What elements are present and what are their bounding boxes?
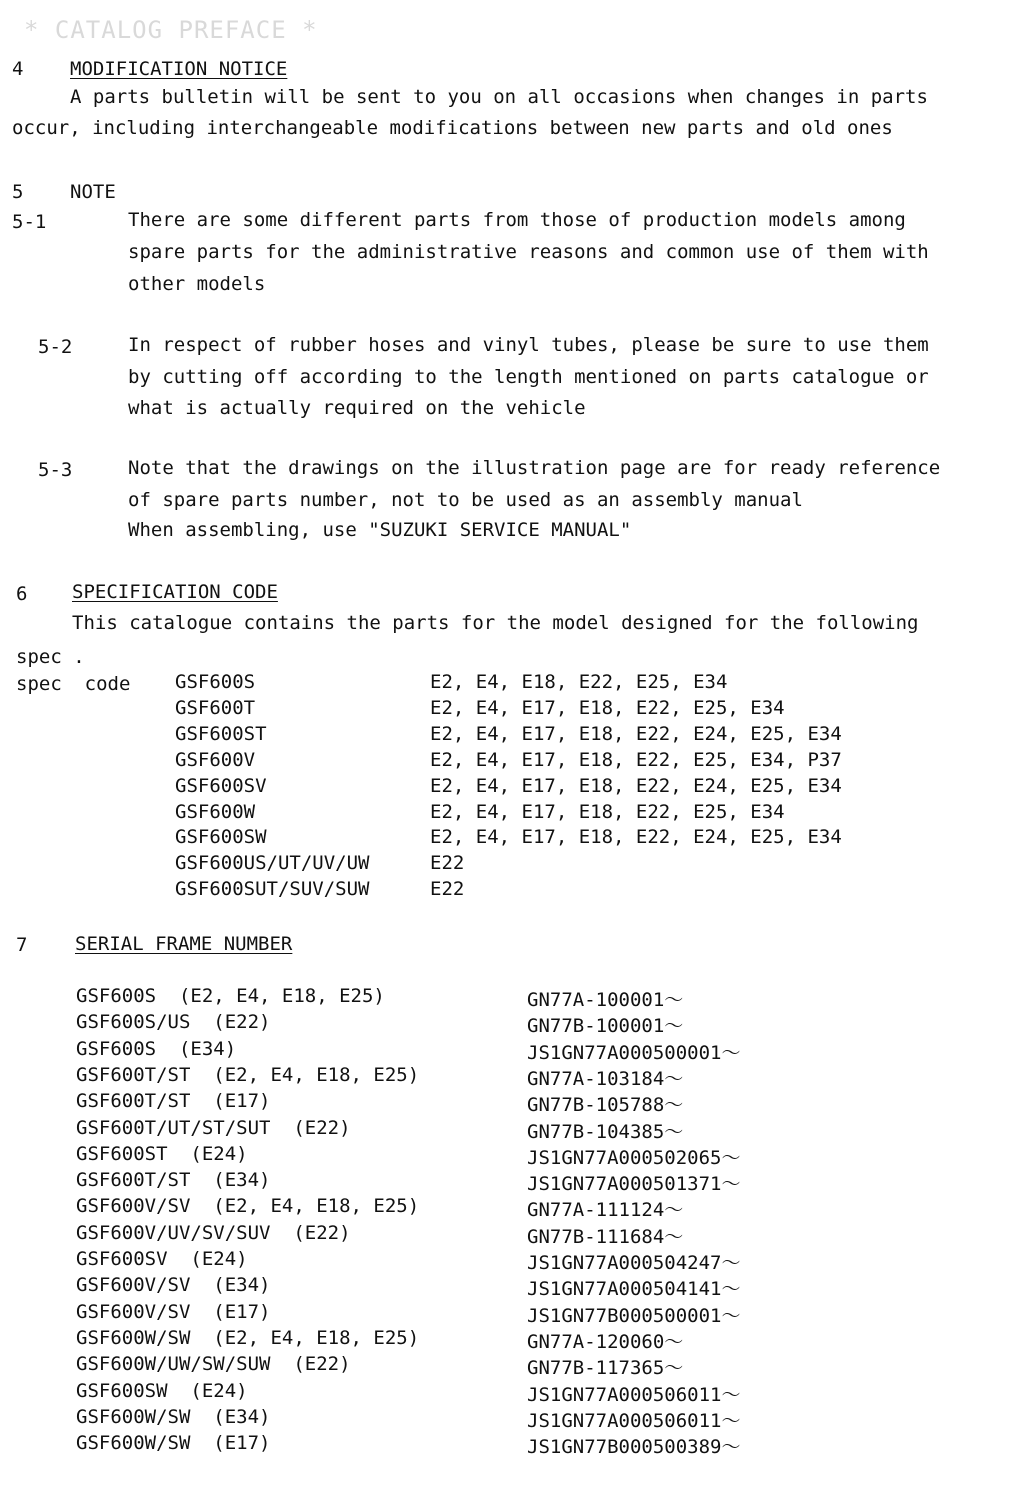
note-line: In respect of rubber hoses and vinyl tubes, please be sure to use them <box>128 334 929 356</box>
section-number: 7 <box>16 934 28 956</box>
section-number: 5 <box>12 181 24 203</box>
spec-model: GSF600SV <box>175 774 267 797</box>
serial-model: GSF600T/ST (E2, E4, E18, E25) <box>76 1063 420 1086</box>
spec-codes: E2, E4, E18, E22, E25, E34 <box>430 671 728 693</box>
serial-model: GSF600ST (E24) <box>76 1142 248 1165</box>
spec-model: GSF600US/UT/UV/UW <box>175 852 370 875</box>
serial-model: GSF600V/SV (E2, E4, E18, E25) <box>76 1195 420 1218</box>
spec-codes: E2, E4, E17, E18, E22, E24, E25, E34 <box>430 826 842 849</box>
spec-model: GSF600W <box>175 800 256 823</box>
section-title: SERIAL FRAME NUMBER <box>75 933 293 955</box>
serial-model: GSF600T/UT/ST/SUT (E22) <box>76 1116 351 1139</box>
serial-model: GSF600V/UV/SV/SUV (E22) <box>76 1221 351 1244</box>
serial-number: GN77B-104385～ <box>527 1120 684 1143</box>
serial-model: GSF600V/SV (E34) <box>76 1274 271 1297</box>
section-number: 4 <box>12 58 24 80</box>
serial-model: GSF600W/UW/SW/SUW (E22) <box>76 1353 351 1376</box>
spec-model: GSF600SUT/SUV/SUW <box>175 878 370 901</box>
serial-model: GSF600W/SW (E2, E4, E18, E25) <box>76 1326 420 1349</box>
serial-number: JS1GN77A000501371～ <box>527 1173 741 1196</box>
paragraph-line: spec . <box>16 646 85 668</box>
note-line: Note that the drawings on the illustration page are for ready reference <box>128 457 941 479</box>
serial-number: GN77A-103184～ <box>527 1067 684 1090</box>
serial-number: GN77B-117365～ <box>527 1357 684 1380</box>
serial-model: GSF600T/ST (E17) <box>76 1090 271 1113</box>
note-number: 5-1 <box>12 211 47 233</box>
serial-model: GSF600V/SV (E17) <box>76 1300 271 1323</box>
note-line: spare parts for the administrative reasons and common use of them with <box>128 241 929 263</box>
serial-number: JS1GN77B000500001～ <box>527 1304 741 1327</box>
serial-number: JS1GN77A000506011～ <box>527 1409 741 1432</box>
serial-model: GSF600S (E2, E4, E18, E25) <box>76 985 385 1007</box>
spec-model: GSF600S <box>175 671 256 693</box>
serial-model: GSF600W/SW (E34) <box>76 1405 271 1428</box>
serial-number: JS1GN77A000504141～ <box>527 1278 741 1301</box>
serial-number: JS1GN77A000506011～ <box>527 1383 741 1406</box>
serial-model: GSF600S/US (E22) <box>76 1011 271 1034</box>
note-number: 5-2 <box>38 336 73 358</box>
note-line: what is actually required on the vehicle <box>128 397 586 419</box>
serial-number: JS1GN77B000500389～ <box>527 1436 741 1459</box>
section-title: MODIFICATION NOTICE <box>70 58 288 80</box>
serial-number: JS1GN77A000502065～ <box>527 1146 741 1169</box>
section-number: 6 <box>16 583 28 605</box>
serial-number: GN77B-100001～ <box>527 1015 684 1038</box>
spec-model: GSF600V <box>175 748 256 771</box>
serial-model: GSF600W/SW (E17) <box>76 1432 271 1455</box>
spec-codes: E2, E4, E17, E18, E22, E24, E25, E34 <box>430 774 842 797</box>
spec-model: GSF600SW <box>175 826 267 849</box>
serial-number: JS1GN77A000500001～ <box>527 1041 741 1064</box>
spec-model: GSF600T <box>175 696 256 719</box>
serial-number: GN77A-120060～ <box>527 1330 684 1353</box>
spec-codes: E22 <box>430 852 465 875</box>
spec-codes: E2, E4, E17, E18, E22, E25, E34 <box>430 696 785 719</box>
section-title: SPECIFICATION CODE <box>72 581 278 603</box>
note-line: by cutting off according to the length mentioned on parts catalogue or <box>128 366 929 388</box>
spec-codes: E22 <box>430 878 465 901</box>
serial-number: GN77A-111124～ <box>527 1199 684 1222</box>
serial-number: GN77B-111684～ <box>527 1225 684 1248</box>
serial-model: GSF600SV (E24) <box>76 1248 248 1270</box>
serial-model: GSF600T/ST (E34) <box>76 1169 271 1192</box>
paragraph-line: A parts bulletin will be sent to you on all occasions when changes in parts <box>70 86 928 108</box>
note-line: of spare parts number, not to be used as an assembly manual <box>128 489 803 511</box>
spec-codes: E2, E4, E17, E18, E22, E24, E25, E34 <box>430 722 842 745</box>
note-line: When assembling, use "SUZUKI SERVICE MANUAL" <box>128 519 632 541</box>
serial-number: GN77A-100001～ <box>527 989 684 1011</box>
spec-codes: E2, E4, E17, E18, E22, E25, E34 <box>430 800 785 823</box>
spec-model: GSF600ST <box>175 722 267 745</box>
spec-codes: E2, E4, E17, E18, E22, E25, E34, P37 <box>430 748 842 771</box>
serial-number: JS1GN77A000504247～ <box>527 1252 741 1274</box>
serial-model: GSF600S (E34) <box>76 1037 237 1060</box>
note-number: 5-3 <box>38 459 73 481</box>
note-line: other models <box>128 273 266 295</box>
serial-number: GN77B-105788～ <box>527 1094 684 1117</box>
section-title: NOTE <box>70 181 116 203</box>
note-line: There are some different parts from those of production models among <box>128 209 906 231</box>
paragraph-line: This catalogue contains the parts for the model designed for the following <box>72 612 919 634</box>
paragraph-line: occur, including interchangeable modifications between new parts and old ones <box>12 117 893 139</box>
spec-code-label: spec code <box>16 673 131 695</box>
catalog-preface-header: * CATALOG PREFACE * <box>24 16 318 44</box>
serial-model: GSF600SW (E24) <box>76 1379 248 1402</box>
